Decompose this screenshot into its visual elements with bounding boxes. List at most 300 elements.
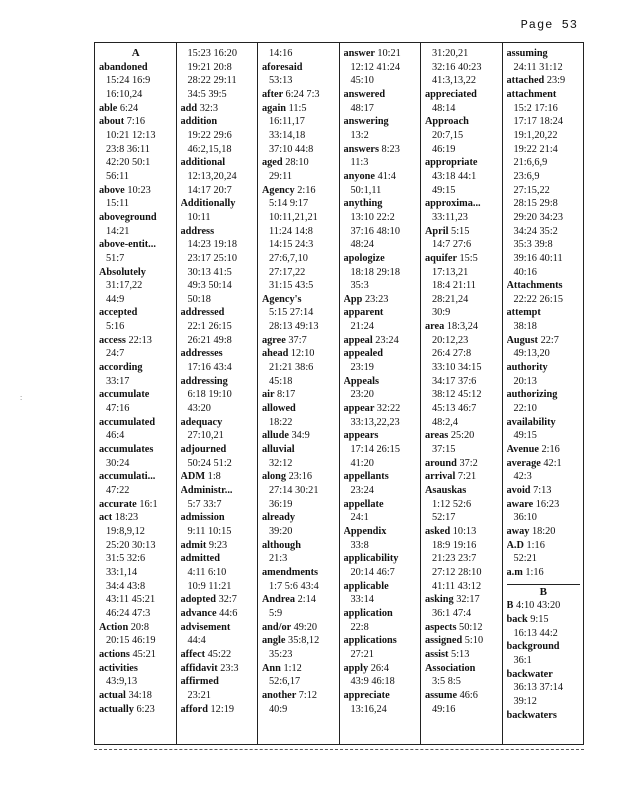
index-page-refs: 48:24 [350, 239, 374, 251]
index-entry [344, 429, 418, 470]
index-inline-refs: 34:9 [291, 430, 310, 442]
index-entry [262, 443, 336, 470]
index-page-refs: 46:24 47:3 [106, 607, 151, 619]
index-page-refs: 14:16 [269, 48, 293, 59]
index-page-refs: 19:8,9,12 [106, 525, 145, 537]
index-inline-refs: 46:6 [459, 689, 478, 701]
index-page-refs: 27:21 [350, 648, 374, 660]
index-term-line [425, 429, 499, 443]
index-entry [425, 484, 499, 525]
index-term: avoid [506, 485, 531, 496]
index-page-refs: 21:21 38:6 [269, 362, 314, 374]
index-term: applicable [343, 580, 389, 592]
index-page-refs: 34:4 43:8 [106, 580, 146, 592]
index-entry [99, 470, 173, 497]
index-entry [99, 102, 173, 116]
index-entry [181, 102, 255, 116]
index-term: asked [425, 525, 451, 537]
index-term-line [507, 74, 581, 88]
index-entry [181, 511, 255, 538]
index-term-line [262, 429, 336, 443]
index-entry [425, 252, 499, 320]
index-term-line [262, 539, 336, 553]
index-term-line [99, 511, 173, 525]
index-term: authority [506, 362, 548, 374]
index-term: admitted [180, 553, 220, 565]
index-term-line [507, 361, 581, 375]
index-entry [262, 511, 336, 538]
index-inline-refs: 23:24 [375, 334, 399, 346]
index-page-refs: 30:13 41:5 [187, 266, 232, 278]
index-page-refs: 49:15 [432, 184, 456, 196]
index-term-line [262, 689, 336, 703]
index-page-refs: 47:22 [106, 485, 130, 496]
index-inline-refs: 23:3 [220, 662, 239, 674]
index-term-line [181, 703, 255, 717]
index-entry [344, 47, 418, 88]
index-entry [507, 484, 581, 498]
index-term-line [425, 470, 499, 484]
index-entry [181, 484, 255, 511]
index-term: Appeals [343, 375, 379, 387]
index-term-line [181, 375, 255, 389]
index-term: ADM [180, 471, 206, 483]
index-term-line [425, 621, 499, 635]
index-entry [181, 621, 255, 648]
index-entry [344, 252, 418, 293]
index-term-line [181, 648, 255, 662]
index-inline-refs: 45:22 [207, 648, 232, 660]
index-inline-refs: 25:20 [450, 430, 475, 442]
index-term: aware [506, 498, 534, 510]
index-term: background [506, 641, 560, 653]
index-inline-refs: 18:20 [531, 525, 556, 537]
index-inline-refs: 2:16 [541, 444, 560, 456]
index-page-refs: 34:17 37:6 [432, 375, 477, 387]
index-term-line [99, 703, 173, 717]
index-term-line [262, 634, 336, 648]
index-term-line [344, 293, 418, 307]
index-page-refs: 38:18 [513, 321, 537, 333]
index-page-refs: 49:3 50:14 [187, 280, 232, 292]
index-term: adequacy [180, 416, 223, 428]
index-column-6 [502, 43, 584, 744]
index-page-refs: 23:20 [350, 389, 374, 401]
index-term: Avenue [506, 444, 539, 456]
index-page-refs: 52:6,17 [269, 676, 301, 688]
index-entry [262, 102, 336, 157]
index-page-refs: 41:11 43:12 [432, 580, 482, 592]
index-term: attached [506, 75, 545, 87]
index-page-refs: 13:16,24 [350, 703, 387, 715]
index-term: attachment [506, 88, 557, 100]
index-term: Association [425, 662, 476, 674]
index-entry [99, 306, 173, 333]
index-term: according [99, 362, 143, 374]
index-entry [344, 347, 418, 374]
index-term-line [262, 402, 336, 416]
index-term-line [99, 621, 173, 635]
index-term: asking [425, 594, 454, 606]
index-term-line [507, 88, 581, 102]
index-page-refs: 23:8 36:11 [106, 143, 150, 155]
index-inline-refs: 6:24 7:3 [285, 88, 320, 100]
index-page-refs: 38:12 45:12 [432, 389, 482, 401]
index-page-refs: 33:14 [350, 594, 374, 606]
index-entry [507, 388, 581, 415]
index-page-refs: 22:22 26:15 [513, 293, 563, 305]
index-columns [95, 43, 583, 744]
index-page-refs: 27:14 30:21 [269, 485, 319, 496]
index-entry [181, 675, 255, 702]
index-term-line [262, 184, 336, 198]
index-page-refs: 37:16 48:10 [350, 225, 400, 237]
index-term: advance [180, 607, 217, 619]
index-inline-refs: 12:10 [290, 348, 315, 360]
index-page-refs: 26:4 27:8 [432, 348, 472, 360]
index-inline-refs: 41:4 [377, 170, 396, 182]
index-page-refs: 31:15 43:5 [269, 280, 314, 292]
index-entry [507, 74, 581, 88]
index-page-refs: 45:18 [269, 375, 293, 387]
index-term-line [99, 238, 173, 252]
index-term: assist [425, 648, 449, 660]
index-page-refs: 21:24 [350, 321, 374, 333]
index-term: afford [180, 703, 208, 715]
index-inline-refs: 22:7 [540, 334, 559, 346]
index-inline-refs: 9:15 [530, 613, 549, 625]
index-entry [262, 429, 336, 443]
index-term: accumulates [99, 444, 154, 456]
index-term: assuming [506, 48, 548, 59]
index-term-line [262, 470, 336, 484]
index-term-line [99, 184, 173, 198]
index-entry [262, 621, 336, 635]
index-page-refs: 39:20 [269, 525, 293, 537]
index-page-refs: 24:7 [106, 348, 125, 360]
index-term-line [507, 457, 581, 471]
index-page-refs: 29:20 34:23 [513, 211, 563, 223]
index-term-line [425, 689, 499, 703]
index-entry [507, 334, 581, 361]
index-entry [262, 539, 336, 566]
index-page-refs: 48:17 [350, 102, 374, 114]
index-page-refs: 10:21 12:13 [106, 129, 156, 141]
index-term: access [99, 334, 126, 346]
index-page-refs: 31:5 32:6 [106, 553, 146, 565]
index-entry [507, 640, 581, 667]
index-page-refs: 20:15 46:19 [106, 635, 156, 647]
index-entry [262, 470, 336, 511]
index-page-refs: 24:1 [350, 512, 369, 524]
index-entry [99, 266, 173, 307]
index-term-line [99, 334, 173, 348]
index-term: aquifer [425, 252, 457, 264]
index-inline-refs: 7:16 [126, 116, 146, 128]
index-term-line [507, 279, 581, 293]
index-page-refs: 19:22 21:4 [513, 143, 558, 155]
index-term-line [181, 443, 255, 457]
index-inline-refs: 37:7 [288, 334, 307, 346]
index-page-refs: 14:17 20:7 [187, 184, 232, 196]
index-term: August [506, 334, 538, 346]
index-entry [99, 511, 173, 620]
index-inline-refs: 1:16 [526, 539, 545, 551]
index-term-line [262, 293, 336, 307]
index-inline-refs: 7:13 [533, 485, 552, 496]
index-page-refs: 18:9 19:16 [432, 539, 477, 551]
index-term: although [262, 539, 301, 551]
index-term-line [262, 347, 336, 361]
index-term-line [181, 621, 255, 635]
index-term-line [262, 621, 336, 635]
index-page-refs: 15:23 16:20 [187, 48, 237, 59]
index-term: angle [262, 635, 286, 647]
index-inline-refs: 7:21 [457, 471, 477, 483]
index-page-refs: 20:13 [513, 375, 537, 387]
index-term: appreciated [425, 88, 477, 100]
index-term: answered [343, 88, 386, 100]
index-entry [99, 115, 173, 183]
index-entry [262, 347, 336, 388]
index-inline-refs: 32:3 [199, 102, 218, 114]
index-term-line [425, 88, 499, 102]
index-entry [507, 88, 581, 279]
index-page-refs: 9:11 10:15 [187, 525, 232, 537]
index-entry [425, 156, 499, 197]
index-column-5 [420, 43, 502, 744]
index-entry [425, 593, 499, 620]
index-term-line [262, 662, 336, 676]
index-page-refs: 1:12 52:6 [432, 498, 472, 510]
index-term: again [262, 102, 287, 114]
index-page-refs: 49:15 [513, 430, 537, 442]
index-term-line [181, 607, 255, 621]
index-term-line [344, 429, 418, 443]
index-page-refs: 26:21 49:8 [187, 334, 232, 346]
index-term: admit [180, 539, 207, 551]
index-entry [344, 525, 418, 552]
index-term-line [99, 470, 173, 484]
index-page-refs: 20:14 46:7 [350, 566, 395, 578]
index-term-line [425, 634, 499, 648]
index-term-line [99, 361, 173, 375]
index-term: Andrea [262, 594, 295, 606]
index-entry [425, 525, 499, 593]
index-entry [99, 621, 173, 648]
index-page-refs: 22:8 [350, 621, 369, 633]
index-page-refs: 50:1,11 [350, 184, 382, 196]
index-entry [181, 197, 255, 224]
index-page-refs: 23:19 [350, 362, 374, 374]
index-term-line [507, 416, 581, 430]
index-term-line [181, 197, 255, 211]
index-term: addition [180, 116, 218, 128]
index-page-refs: 42:3 [513, 471, 532, 483]
index-term: around [425, 457, 457, 469]
index-term: aspects [425, 621, 457, 633]
index-page-refs: 43:18 44:1 [432, 170, 477, 182]
index-term-line [425, 156, 499, 170]
index-term: allude [262, 430, 289, 442]
index-term-line [181, 115, 255, 129]
index-inline-refs: 7:12 [298, 689, 318, 701]
index-page-refs: 39:16 40:11 [513, 252, 563, 264]
index-term-line [507, 668, 581, 682]
index-term: addressing [180, 375, 228, 387]
index-entry [344, 402, 418, 429]
index-page-refs: 40:16 [513, 266, 537, 278]
index-term-line [181, 156, 255, 170]
index-term-line [344, 402, 418, 416]
index-page-refs: 22:10 [513, 403, 537, 415]
index-term-line [262, 88, 336, 102]
index-inline-refs: 5:13 [451, 648, 470, 660]
index-page-refs: 42:20 50:1 [106, 157, 151, 169]
index-term-line [425, 648, 499, 662]
index-page-refs: 15:24 16:9 [106, 75, 151, 87]
index-entry [507, 709, 581, 723]
index-term: back [506, 613, 528, 625]
index-entry [262, 61, 336, 88]
index-page-refs: 53:13 [269, 75, 293, 87]
index-entry [99, 61, 173, 102]
index-page-refs: 31:17,22 [106, 280, 143, 292]
index-term-line [344, 115, 418, 129]
index-page-refs: 11:3 [350, 157, 369, 169]
index-entry [344, 143, 418, 170]
index-term: Ann [262, 662, 281, 674]
index-term: areas [425, 430, 449, 442]
index-entry [181, 607, 255, 621]
index-term: average [506, 457, 541, 469]
index-entry [99, 648, 173, 662]
index-entry [262, 88, 336, 102]
index-term: aforesaid [262, 61, 303, 73]
index-term-line [181, 306, 255, 320]
index-term-line [507, 306, 581, 320]
index-term-line [507, 640, 581, 654]
index-entry [344, 293, 418, 307]
index-term-line [425, 662, 499, 676]
index-entry [99, 388, 173, 415]
index-entry [425, 429, 499, 456]
index-entry [262, 47, 336, 61]
index-term-line [99, 306, 173, 320]
index-entry [344, 689, 418, 716]
index-term-line [181, 511, 255, 525]
index-entry [262, 184, 336, 293]
index-term: accumulate [99, 389, 150, 401]
index-term: affirmed [180, 676, 219, 688]
index-term: Agency's [262, 293, 302, 305]
index-entry [262, 388, 336, 402]
index-inline-refs: 44:6 [219, 607, 238, 619]
index-entry [344, 170, 418, 197]
index-term: address [180, 225, 215, 237]
index-entry [507, 539, 581, 566]
index-term: approxima... [425, 198, 481, 210]
index-page-refs: 3:5 8:5 [432, 676, 461, 688]
index-term: appears [343, 430, 379, 442]
index-page-refs: 30:9 [432, 307, 451, 319]
index-term: Additionally [180, 198, 236, 210]
index-page-refs: 40:9 [269, 703, 288, 715]
index-page-refs: 18:18 29:18 [350, 266, 400, 278]
index-term-line [181, 662, 255, 676]
index-term-line [344, 170, 418, 184]
index-page-refs: 23:6,9 [513, 170, 540, 182]
index-term-line [507, 599, 581, 613]
index-entry [344, 634, 418, 661]
index-term-line [507, 613, 581, 627]
index-page-refs: 50:24 51:2 [187, 457, 232, 469]
index-page-refs: 5:15 27:14 [269, 307, 314, 319]
index-page-refs: 34:24 35:2 [513, 225, 558, 237]
index-inline-refs: 23:16 [288, 471, 313, 483]
index-inline-refs: 2:14 [297, 594, 316, 606]
index-term: A.D [506, 539, 524, 551]
index-entry [99, 184, 173, 211]
index-entry [99, 443, 173, 470]
index-entry [344, 375, 418, 402]
index-page-refs: 52:17 [432, 512, 456, 524]
index-entry [507, 566, 581, 580]
index-term: accepted [99, 307, 138, 319]
index-entry [507, 457, 581, 484]
index-page-refs: 27:17,22 [269, 266, 306, 278]
index-entry [507, 47, 581, 74]
index-term-line [262, 593, 336, 607]
index-entry [425, 621, 499, 635]
index-term: amendments [262, 566, 319, 578]
index-page-refs: 49:13,20 [513, 348, 550, 360]
index-term: apply [343, 662, 369, 674]
index-term: appellate [343, 498, 384, 510]
index-term: allowed [262, 403, 296, 415]
index-term: additional [180, 157, 226, 169]
index-page-refs: 16:11,17 [269, 116, 305, 128]
index-term: aged [262, 157, 283, 169]
index-term-line [344, 552, 418, 566]
index-inline-refs: 1:8 [207, 471, 221, 483]
index-page-refs: 23:17 25:10 [187, 252, 237, 264]
index-entry [262, 593, 336, 620]
index-page-refs: 24:11 31:12 [513, 61, 563, 73]
index-page-refs: 19:22 29:6 [187, 129, 232, 141]
index-column-2 [176, 43, 258, 744]
index-inline-refs: 18:23 [114, 512, 139, 524]
index-term: Agency [262, 184, 295, 196]
index-entry [507, 599, 581, 613]
index-term-line [262, 61, 336, 75]
index-term-line [507, 484, 581, 498]
index-term: after [262, 88, 283, 100]
index-term-line [344, 143, 418, 157]
index-page-refs: 10:11 [187, 211, 211, 223]
index-entry [344, 607, 418, 634]
index-page-refs: 50:18 [187, 293, 211, 305]
index-entry [99, 689, 173, 703]
index-entry [507, 443, 581, 457]
index-term-line [99, 115, 173, 129]
index-term: accumulated [99, 416, 156, 428]
index-inline-refs: 5:10 [464, 635, 484, 647]
index-term: apologize [343, 252, 385, 264]
index-term-line [344, 47, 418, 61]
index-term: appellants [343, 471, 389, 483]
index-page-refs: 33:1,14 [106, 566, 138, 578]
